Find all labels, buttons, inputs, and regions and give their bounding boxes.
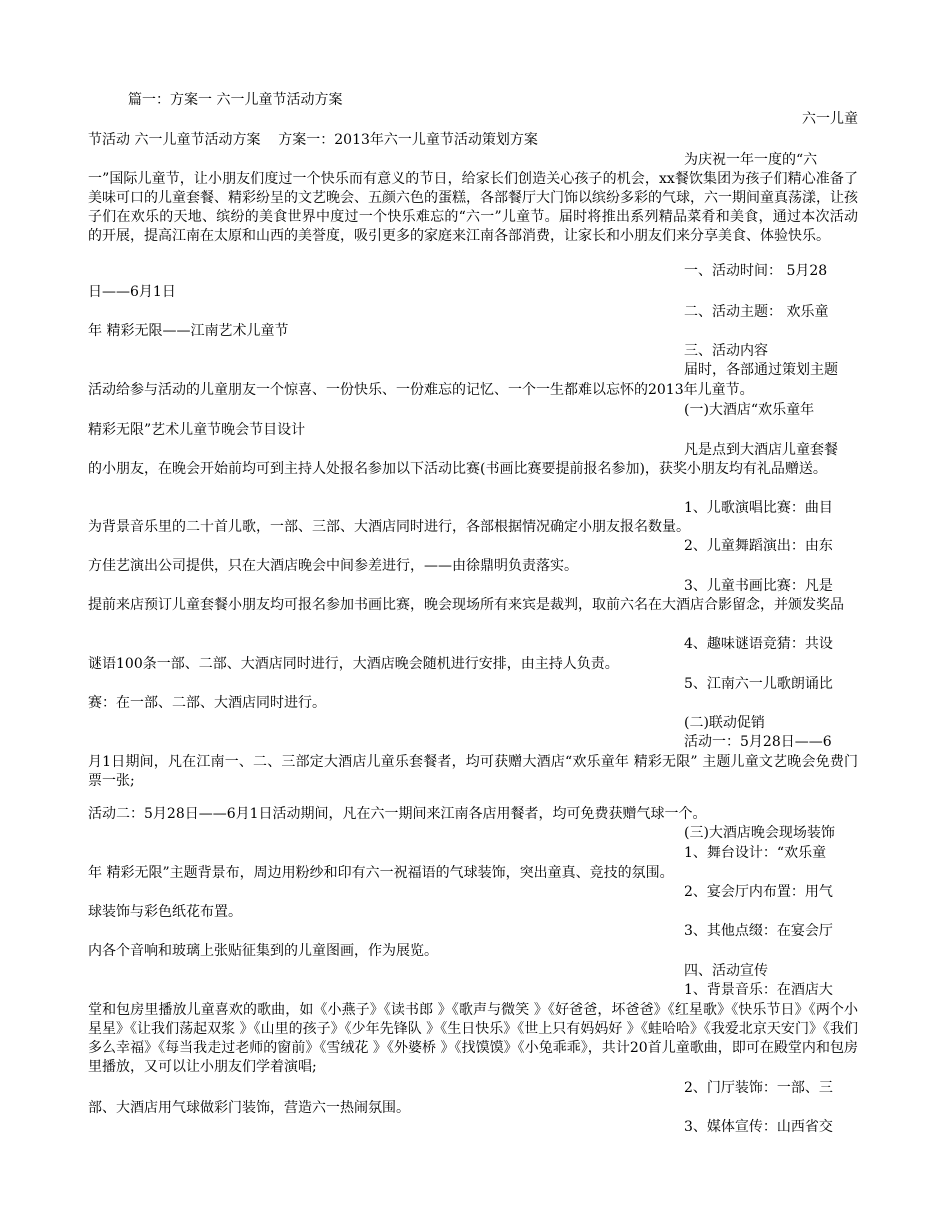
text-line: 年 精彩无限”主题背景布，周边用粉纱和印有六一祝福语的气球装饰，突出童真、竞技的氛围。 [88,865,674,881]
text-line: 届时，各部通过策划主题 [684,362,838,378]
text-line: 谜语100条一部、二部、大酒店同时进行，大酒店晚会随机进行安排，由主持人负责。 [88,656,619,672]
list-item: 活动一：5月28日——6 [684,734,832,750]
item-heading: 三、活动内容 [684,343,768,359]
intro-paragraph: 一”国际儿童节，让小朋友们度过一个快乐而有意义的节日，给家长们创造关心孩子的机会，xx餐饮集团为孩子们精心准备了美味可口的儿童套餐、精彩纷呈的文艺晚会、五颜六色的蛋糕，各部餐厅大门饰以缤纷多彩的气球，六一期间童真荡漾，让孩子们在欢乐的天地、缤纷的美食世界中度过一个快乐难忘的“六一”儿童节。届时将推出系列精品菜肴和美食，通过本次活动的开展，提高江南在太原和山西的美誉度，吸引更多的家庭来江南各部消费，让家长和小朋友们来分享美食、体验快乐。 [88,171,858,244]
list-item: 2、门厅装饰：一部、三 [684,1080,833,1096]
paragraph: 堂和包房里播放儿童喜欢的歌曲，如《小燕子》《读书郎 》《歌声与微笑 》《好爸爸，坏爸爸》《红星歌》《快乐节日》《两个小星星》《让我们荡起双浆 》《山里的孩子》《少年先锋队 》《生日快乐》《世上只有妈妈好 》《蛙哈哈》《我爱北京天安门》《我们多么幸福》《每当我走过老师的窗前》《雪绒花 》《外婆桥 》《找馍馍》《小兔乖乖》，共计20首儿童歌曲，即可在殿堂内和包房里播放，又可以让小朋友们学着演唱; [88,1002,858,1075]
list-item: 3、媒体宣传：山西省交 [684,1119,833,1135]
list-item: 1、背景音乐：在酒店大 [684,982,833,998]
paragraph: 活动二：5月28日——6月1日活动期间，凡在六一期间来江南各店用餐者，均可免费获赠气球一个。 [88,806,707,822]
item-heading: 一、活动时间： 5月28 [684,263,828,279]
text-line: 凡是点到大酒店儿童套餐 [684,442,838,458]
text-line: 赛：在一部、二部、大酒店同时进行。 [88,695,326,711]
list-item: 1、舞台设计：“欢乐童 [684,845,827,861]
text-line: 日——6月1日 [88,284,176,300]
text-line: 方佳艺演出公司提供，只在大酒店晚会中间参差进行，——由徐鼎明负责落实。 [88,558,578,574]
text-line: 节活动 六一儿童节活动方案 方案一：2013年六一儿童节活动策划方案 [88,132,538,148]
list-item: 3、儿童书画比赛：凡是 [684,578,833,594]
list-item: 2、儿童舞蹈演出：由东 [684,538,833,554]
text-line: 活动给参与活动的儿童朋友一个惊喜、一份快乐、一份难忘的记忆、一个一生都难以忘怀的2013年儿童节。 [88,382,754,398]
text-line: 球装饰与彩色纸花布置。 [88,904,242,920]
section-heading: 篇一：方案一 六一儿童节活动方案 [128,92,343,108]
list-item: 4、趣味谜语竞猜：共设 [684,636,833,652]
paragraph: 月1日期间，凡在江南一、二、三部定大酒店儿童乐套餐者，均可获赠大酒店“欢乐童年 精彩无限” 主题儿童文艺晚会免费门票一张; [88,754,858,789]
text-line: 为庆祝一年一度的“六 [684,152,818,168]
item-heading: 二、活动主题： 欢乐童 [684,304,829,320]
item-heading: (一)大酒店“欢乐童年 [684,402,815,418]
text-line: 精彩无限”艺术儿童节晚会节目设计 [88,422,306,438]
text-line: 为背景音乐里的二十首儿歌，一部、三部、大酒店同时进行，各部根据情况确定小朋友报名数量。 [88,519,690,535]
text-line: 内各个音响和玻璃上张贴征集到的儿童图画，作为展览。 [88,943,438,959]
list-item: 3、其他点缀：在宴会厅 [684,923,833,939]
item-heading: (二)联动促销 [684,715,765,731]
list-item: 2、宴会厅内布置：用气 [684,884,833,900]
paragraph: 提前来店预订儿童套餐小朋友均可报名参加书画比赛，晚会现场所有来宾是裁判，取前六名在大酒店合影留念，并颁发奖品 [88,597,844,613]
text-line: 部、大酒店用气球做彩门装饰，营造六一热闹氛围。 [88,1100,410,1116]
text-line: 六一儿童 [802,111,858,127]
item-heading: (三)大酒店晚会现场装饰 [684,825,835,841]
list-item: 1、儿歌演唱比赛：曲目 [684,500,833,516]
item-heading: 四、活动宣传 [684,963,768,979]
text-line: 年 精彩无限——江南艺术儿童节 [88,323,289,339]
paragraph: 的小朋友，在晚会开始前均可到主持人处报名参加以下活动比赛(书画比赛要提前报名参加)，获奖小朋友均有礼品赠送。 [88,461,827,477]
list-item: 5、江南六一儿歌朗诵比 [684,676,833,692]
